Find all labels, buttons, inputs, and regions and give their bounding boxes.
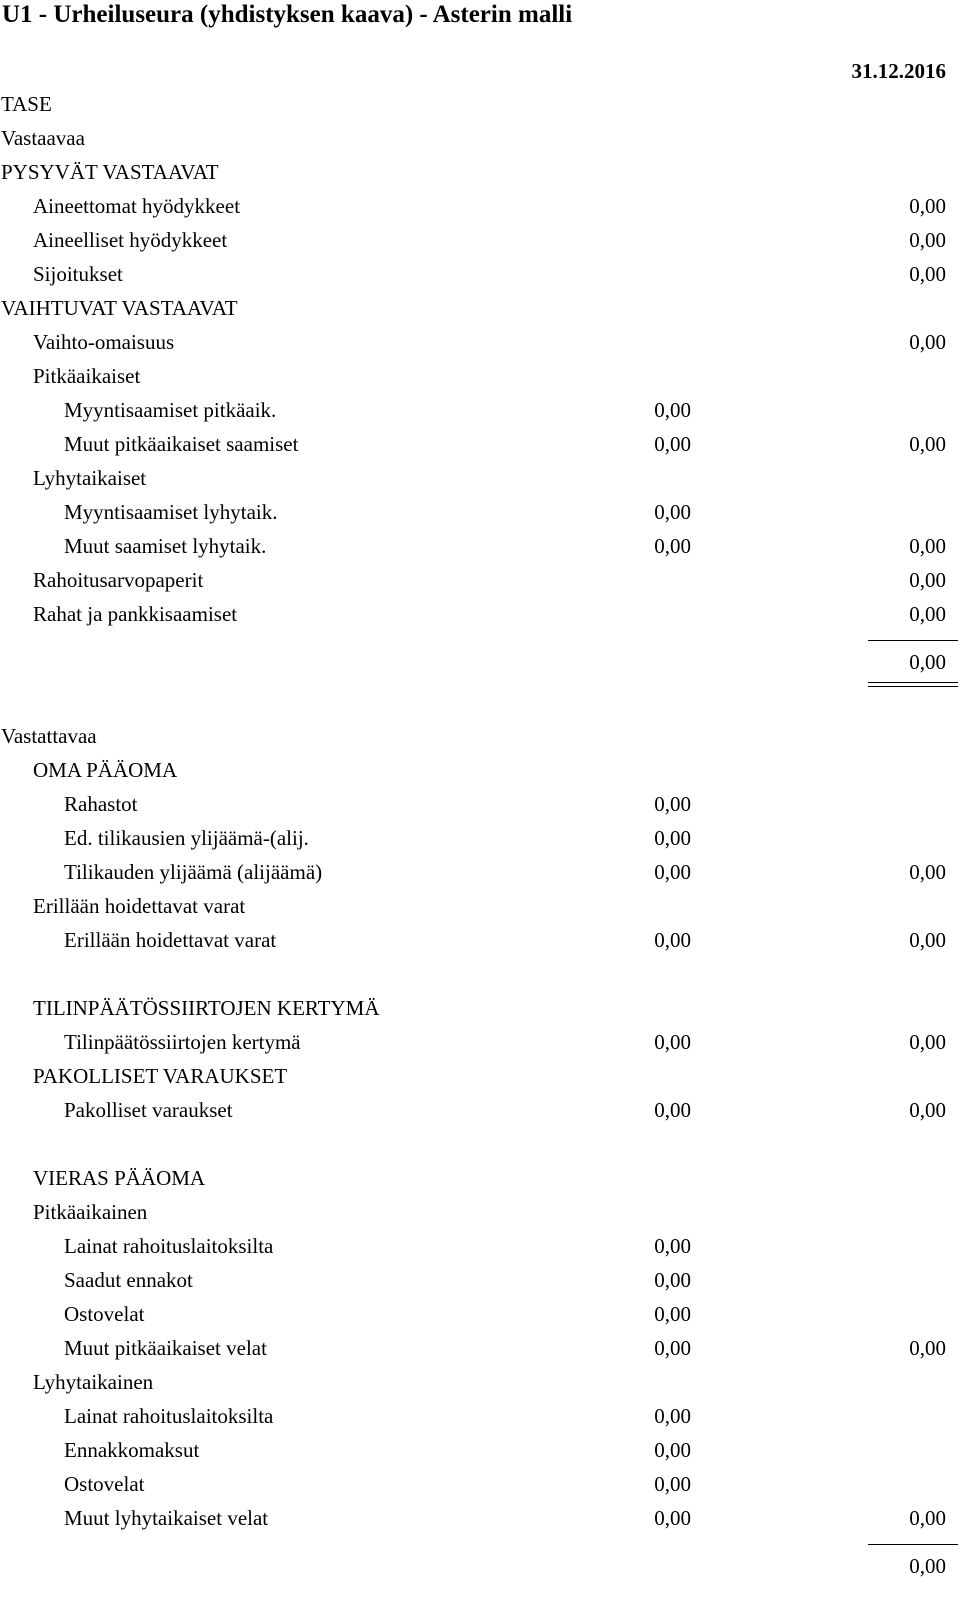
- sub-amount: 0,00: [654, 398, 691, 422]
- row-muut-saamiset-lyhytaik: [0, 530, 960, 563]
- row-label: Rahastot: [64, 792, 138, 817]
- sub-amount: 0,00: [654, 1472, 691, 1497]
- row-rahat-ja-pankkisaamiset: [0, 598, 960, 631]
- amount: 0,00: [909, 1554, 946, 1578]
- amount: 0,00: [909, 228, 946, 252]
- sub-amount: 0,00: [654, 1506, 691, 1531]
- sub-amount: 0,00: [654, 1030, 691, 1055]
- row-pitkäaikainen: [0, 1196, 960, 1229]
- sub-amount: 0,00: [654, 1268, 691, 1293]
- sub-amount: 0,00: [654, 534, 691, 558]
- row-label: Lainat rahoituslaitoksilta: [64, 1234, 274, 1259]
- amount: 0,00: [909, 1336, 946, 1361]
- sub-amount: 0,00: [654, 928, 691, 953]
- total-row: [0, 1550, 960, 1583]
- row-label: Rahoitusarvopaperit: [33, 568, 204, 592]
- row-label: Lyhytaikainen: [33, 1370, 154, 1395]
- amount: 0,00: [909, 1098, 946, 1123]
- row-label: Muut lyhytaikaiset velat: [64, 1506, 269, 1531]
- sub-amount: 0,00: [654, 432, 691, 456]
- row-label: Vastaavaa: [1, 126, 85, 150]
- row-label: TASE: [1, 92, 52, 116]
- row-pakolliset-varaukset: [0, 1094, 960, 1127]
- amount: 0,00: [909, 649, 946, 674]
- row-label: Lainat rahoituslaitoksilta: [64, 1404, 274, 1429]
- sub-amount: 0,00: [654, 1098, 691, 1123]
- sub-amount: 0,00: [654, 1234, 691, 1259]
- row-label: Ostovelat: [64, 1472, 145, 1497]
- row-pakolliset-varaukset: [0, 1060, 960, 1093]
- row-label: Lyhytaikaiset: [33, 466, 147, 490]
- row-vastaavaa: [0, 122, 960, 155]
- row-sijoitukset: [0, 258, 960, 291]
- row-lainat-rahoituslaitoksilta: [0, 1230, 960, 1263]
- sub-amount: 0,00: [654, 500, 691, 524]
- sub-amount: 0,00: [654, 792, 691, 817]
- row-myyntisaamiset-lyhytaik: [0, 496, 960, 529]
- row-erillään-hoidettavat-varat: [0, 924, 960, 957]
- row-ostovelat: [0, 1298, 960, 1331]
- row-label: VAIHTUVAT VASTAAVAT: [1, 296, 238, 320]
- amount: 0,00: [909, 928, 946, 953]
- row-label: Ed. tilikausien ylijäämä-(alij.: [64, 826, 309, 851]
- row-label: Ostovelat: [64, 1302, 145, 1327]
- row-label: Erillään hoidettavat varat: [64, 928, 277, 953]
- row-ostovelat: [0, 1468, 960, 1501]
- row-label: Erillään hoidettavat varat: [33, 894, 246, 919]
- row-label: PYSYVÄT VASTAAVAT: [1, 160, 219, 184]
- row-lainat-rahoituslaitoksilta: [0, 1400, 960, 1433]
- amount: 0,00: [909, 262, 946, 286]
- amount: 0,00: [909, 1030, 946, 1055]
- row-lyhytaikainen: [0, 1366, 960, 1399]
- amount: 0,00: [909, 534, 946, 558]
- row-label: Pitkäaikainen: [33, 1200, 148, 1225]
- row-aineelliset-hyödykkeet: [0, 224, 960, 257]
- row-muut-pitkäaikaiset-saamiset: [0, 428, 960, 461]
- row-label: Saadut ennakot: [64, 1268, 193, 1293]
- subtotal-rule: [868, 1544, 958, 1545]
- row-label: Sijoitukset: [33, 262, 123, 286]
- row-label: TILINPÄÄTÖSSIIRTOJEN KERTYMÄ: [33, 996, 380, 1021]
- sub-amount: 0,00: [654, 826, 691, 851]
- row-vastattavaa: [0, 720, 960, 753]
- row-label: Aineettomat hyödykkeet: [33, 194, 241, 218]
- row-tase: [0, 88, 960, 121]
- sub-amount: 0,00: [654, 860, 691, 885]
- row-myyntisaamiset-pitkäaik: [0, 394, 960, 427]
- total-row: [0, 646, 960, 679]
- row-label: Muut pitkäaikaiset velat: [64, 1336, 267, 1361]
- row-muut-lyhytaikaiset-velat: [0, 1502, 960, 1535]
- sub-amount: 0,00: [654, 1336, 691, 1361]
- row-vieras-pääoma: [0, 1162, 960, 1195]
- row-pysyvät-vastaavat: [0, 156, 960, 189]
- row-label: Ennakkomaksut: [64, 1438, 200, 1463]
- row-label: Aineelliset hyödykkeet: [33, 228, 228, 252]
- amount: 0,00: [909, 568, 946, 592]
- row-pitkäaikaiset: [0, 360, 960, 393]
- sub-amount: 0,00: [654, 1404, 691, 1429]
- row-label: Muut pitkäaikaiset saamiset: [64, 432, 299, 456]
- row-aineettomat-hyödykkeet: [0, 190, 960, 223]
- total-double-rule: [868, 682, 958, 687]
- row-muut-pitkäaikaiset-velat: [0, 1332, 960, 1365]
- row-label: Myyntisaamiset lyhytaik.: [64, 500, 278, 524]
- amount: 0,00: [909, 1506, 946, 1531]
- amount: 0,00: [909, 330, 946, 354]
- row-ed-tilikausien-ylijäämä-alij: [0, 822, 960, 855]
- row-label: PAKOLLISET VARAUKSET: [33, 1064, 288, 1089]
- row-label: Tilikauden ylijäämä (alijäämä): [64, 860, 323, 885]
- row-rahoitusarvopaperit: [0, 564, 960, 597]
- report-date: 31.12.2016: [851, 59, 946, 83]
- row-label: Vastattavaa: [1, 724, 97, 749]
- row-label: Myyntisaamiset pitkäaik.: [64, 398, 277, 422]
- sub-amount: 0,00: [654, 1438, 691, 1463]
- row-vaihto-omaisuus: [0, 326, 960, 359]
- amount: 0,00: [909, 602, 946, 626]
- row-label: Vaihto-omaisuus: [33, 330, 175, 354]
- subtotal-rule: [868, 640, 958, 641]
- row-ennakkomaksut: [0, 1434, 960, 1467]
- row-tilinpäätössiirtojen-kertymä: [0, 992, 960, 1025]
- row-tilinpäätössiirtojen-kertymä: [0, 1026, 960, 1059]
- amount: 0,00: [909, 194, 946, 218]
- amount: 0,00: [909, 860, 946, 885]
- row-label: Rahat ja pankkisaamiset: [33, 602, 238, 626]
- row-label: Muut saamiset lyhytaik.: [64, 534, 267, 558]
- row-erillään-hoidettavat-varat: [0, 890, 960, 923]
- sub-amount: 0,00: [654, 1302, 691, 1327]
- row-label: Tilinpäätössiirtojen kertymä: [64, 1030, 301, 1055]
- row-saadut-ennakot: [0, 1264, 960, 1297]
- row-lyhytaikaiset: [0, 462, 960, 495]
- row-label: VIERAS PÄÄOMA: [33, 1166, 206, 1191]
- row-tilikauden-ylijäämä-alijäämä: [0, 856, 960, 889]
- row-label: Pakolliset varaukset: [64, 1098, 233, 1123]
- amount: 0,00: [909, 432, 946, 456]
- row-label: Pitkäaikaiset: [33, 364, 141, 388]
- row-label: OMA PÄÄOMA: [33, 758, 178, 783]
- row-rahastot: [0, 788, 960, 821]
- row-oma-pääoma: [0, 754, 960, 787]
- row-vaihtuvat-vastaavat: [0, 292, 960, 325]
- page-title: U1 - Urheiluseura (yhdistyksen kaava) - Asterin malli: [2, 1, 573, 28]
